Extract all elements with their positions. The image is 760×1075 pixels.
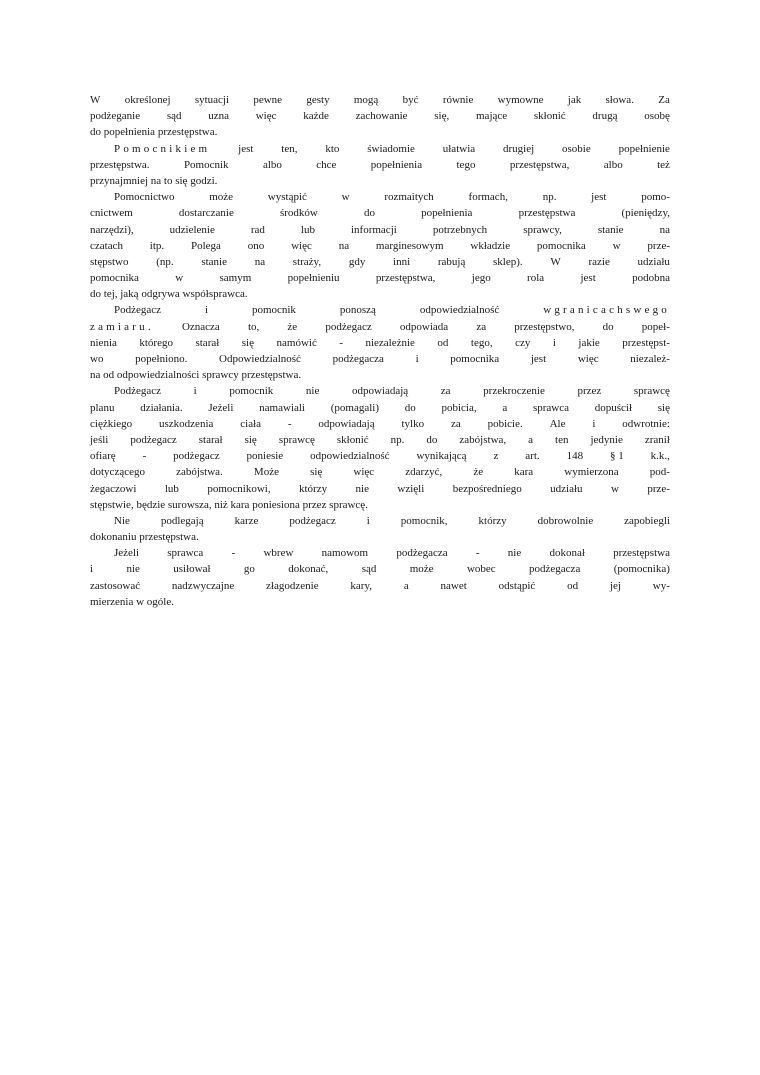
text-line xyxy=(90,270,670,286)
word: podżegacza xyxy=(396,547,448,560)
word: którego xyxy=(139,336,173,349)
word: którzy xyxy=(299,482,328,495)
word: jakie xyxy=(578,336,600,349)
text-line: do tej, jaką odgrywa współsprawca. xyxy=(90,288,248,301)
word: ten xyxy=(555,433,569,446)
word: ten, xyxy=(281,142,298,155)
word: Podżegacz xyxy=(114,385,162,398)
word: pobicia, xyxy=(441,401,477,414)
word: wymowne xyxy=(497,94,544,106)
word: wkładzie xyxy=(470,239,511,252)
word: a xyxy=(502,401,508,414)
word: określonej xyxy=(124,94,171,106)
word: przez xyxy=(577,385,602,398)
text-line xyxy=(90,141,670,157)
word: ofiarę xyxy=(90,450,116,463)
text-line xyxy=(90,92,670,108)
text-line: na od odpowiedzialności sprawcy przestępstwa. xyxy=(90,369,302,382)
word: Jeżeli xyxy=(114,547,140,560)
word: rabują xyxy=(437,255,466,268)
word: nie xyxy=(126,563,140,576)
word: tego xyxy=(456,158,476,171)
word: za xyxy=(476,320,487,333)
word: nawet xyxy=(440,579,467,592)
word: W xyxy=(550,255,561,268)
word: Ale xyxy=(549,417,566,430)
word: ciała xyxy=(240,417,262,430)
word: inni xyxy=(393,255,411,268)
word: - xyxy=(142,450,147,463)
word: wynikającą xyxy=(416,450,467,463)
word: w xyxy=(341,191,350,204)
word: każde xyxy=(303,110,329,123)
word: udzielenie xyxy=(169,223,215,236)
word: też xyxy=(657,158,670,171)
text-line xyxy=(90,578,670,594)
word: rozmaitych xyxy=(384,191,434,204)
word: 148 xyxy=(566,450,584,463)
word: pomocnika xyxy=(450,353,500,365)
word: mogą xyxy=(353,94,379,106)
word: podżegacz xyxy=(289,514,336,527)
word: § 1 xyxy=(610,450,624,463)
word: może xyxy=(209,191,234,204)
word: narzędzi), xyxy=(90,223,134,236)
word: uzna xyxy=(208,110,229,123)
text-line xyxy=(90,351,670,367)
word: go xyxy=(243,563,255,576)
word: informacji xyxy=(350,223,397,236)
word: stanie xyxy=(201,255,227,268)
word: np. xyxy=(390,433,405,446)
word: pomo- xyxy=(641,191,670,204)
word: podlegają xyxy=(160,514,204,527)
text-line xyxy=(90,335,670,351)
word: (pomocnika) xyxy=(613,563,670,576)
word: chce xyxy=(316,158,337,171)
word: żegaczowi xyxy=(90,482,137,495)
word: - xyxy=(339,336,343,349)
word: jest xyxy=(580,272,596,285)
text-line xyxy=(90,432,670,448)
word: potrzebnych xyxy=(432,223,488,236)
word: przestępstwa xyxy=(613,547,670,560)
word: zastosować xyxy=(90,579,141,592)
text-line: przynajmniej na to się godzi. xyxy=(90,174,218,187)
word: usiłował xyxy=(173,563,211,576)
word: Za xyxy=(658,94,670,106)
word: nie xyxy=(355,482,369,495)
word: podobna xyxy=(632,272,670,285)
word: przestępstwa xyxy=(518,207,576,220)
word: pewne xyxy=(253,94,283,106)
word: prze- xyxy=(647,482,670,495)
word: skłonić xyxy=(533,110,566,123)
word: a xyxy=(528,433,534,446)
word: popełniono. xyxy=(135,353,188,365)
word: zachowanie xyxy=(355,110,408,123)
text-line xyxy=(90,383,670,399)
word: do xyxy=(426,433,438,446)
word: ułatwia xyxy=(442,142,476,155)
word: jej xyxy=(609,579,621,592)
word: środków xyxy=(279,207,318,220)
word: dotyczącego xyxy=(90,466,145,479)
word: i xyxy=(415,353,419,365)
word: sprawcę xyxy=(633,385,670,398)
word: drugiej xyxy=(502,142,535,155)
word: - xyxy=(231,547,236,560)
word: sąd xyxy=(166,110,182,123)
word: w xyxy=(175,272,184,285)
word: stępstwo xyxy=(90,255,129,268)
document-body xyxy=(90,92,670,610)
word: na xyxy=(254,255,266,268)
word: cnictwem xyxy=(90,207,133,220)
word: sprawcę xyxy=(278,433,315,446)
word: na xyxy=(338,239,350,252)
word: pomocnika xyxy=(536,239,586,252)
text-line: dokonaniu przestępstwa. xyxy=(90,531,199,544)
word: (np. xyxy=(156,255,174,268)
word: (pieniędzy, xyxy=(621,207,670,220)
word: Pomocnik xyxy=(183,158,229,171)
word: dokonał xyxy=(549,547,585,560)
word: np. xyxy=(542,191,557,204)
word: nienia xyxy=(90,336,117,349)
word: udziału xyxy=(637,255,670,268)
word: i xyxy=(204,304,209,317)
word: się xyxy=(241,336,255,349)
word: do xyxy=(364,207,375,220)
text-line xyxy=(90,189,670,205)
word: ono xyxy=(247,239,265,252)
word: karze xyxy=(234,514,259,527)
word: wy- xyxy=(652,579,670,592)
word: niezależ- xyxy=(630,353,670,365)
word: art. xyxy=(525,450,540,463)
word: i xyxy=(366,514,370,527)
word: i xyxy=(193,385,197,398)
word: pobicie. xyxy=(487,417,523,430)
text-line xyxy=(90,400,670,416)
word: Pomocnikiem xyxy=(114,142,211,155)
word: zapobiegli xyxy=(624,514,670,527)
word: podżegacz xyxy=(325,320,372,333)
word: jeśli xyxy=(90,433,109,446)
word: osobie xyxy=(562,142,591,155)
word: itp. xyxy=(149,239,165,252)
word: wo xyxy=(90,353,104,365)
text-line xyxy=(90,319,670,335)
word: pomocnikowi, xyxy=(207,482,271,495)
word: ciężkiego xyxy=(90,417,133,430)
text-line xyxy=(90,561,670,577)
word: a xyxy=(403,579,409,592)
word: popełnienie xyxy=(618,142,670,155)
word: dobrowolnie xyxy=(537,514,594,527)
word: rad xyxy=(250,223,265,236)
text-line xyxy=(90,222,670,238)
word: za xyxy=(450,417,461,430)
word: bezpośredniego xyxy=(452,482,522,495)
word: dostarczanie xyxy=(178,207,234,220)
word: sklep). xyxy=(493,255,523,268)
word: czy xyxy=(515,336,531,349)
word: kary, xyxy=(350,579,372,592)
word: popełnienia xyxy=(370,158,423,171)
word: jego xyxy=(471,272,491,285)
word: nie xyxy=(507,547,522,560)
word: prze- xyxy=(647,239,670,252)
word: wymierzona xyxy=(564,466,619,479)
word: straży, xyxy=(292,255,322,268)
word: działania. xyxy=(140,401,183,414)
word: więc xyxy=(255,110,277,123)
word: lub xyxy=(300,223,315,236)
word: się, xyxy=(434,110,450,123)
word: formach, xyxy=(468,191,508,204)
word: się xyxy=(310,466,323,479)
word: jest xyxy=(530,353,547,365)
word: Oznacza xyxy=(181,320,220,333)
word: wobec xyxy=(466,563,496,576)
word: podżegacz xyxy=(130,433,177,446)
word: z xyxy=(493,450,499,463)
word: dopuścił xyxy=(594,401,633,414)
word: Jeżeli xyxy=(208,401,234,414)
word: Odpowiedzialność xyxy=(219,353,301,365)
word: sąd xyxy=(361,563,377,576)
word: marginesowym xyxy=(375,239,444,252)
word: pomocnik xyxy=(229,385,274,398)
word: że xyxy=(473,466,484,479)
word: przestępstwa, xyxy=(375,272,436,285)
word: podżeganie xyxy=(90,110,141,123)
word: to, xyxy=(247,320,260,333)
word: od xyxy=(437,336,449,349)
word: się xyxy=(244,433,257,446)
word: zabójstwa, xyxy=(459,433,507,446)
word: odpowiadają xyxy=(351,385,409,398)
word: którzy xyxy=(478,514,507,527)
word: i xyxy=(90,563,94,576)
word: starał xyxy=(198,433,223,446)
word: starał xyxy=(195,336,220,349)
word: równie xyxy=(442,94,474,106)
word: złagodzenie xyxy=(266,579,319,592)
word: pomocnik xyxy=(251,304,296,317)
word: że xyxy=(287,320,298,333)
text-line xyxy=(90,464,670,480)
word: wbrew xyxy=(263,547,294,560)
text-line xyxy=(90,302,670,318)
word: w xyxy=(610,482,619,495)
text-line xyxy=(90,108,670,124)
word: ponoszą xyxy=(339,304,376,317)
word: mające xyxy=(476,110,508,123)
word: uszkodzenia xyxy=(159,417,214,430)
text-line xyxy=(90,481,670,497)
word: zranił xyxy=(644,433,670,446)
word: odpowiedzialność xyxy=(310,450,390,463)
word: podżegacza xyxy=(332,353,384,365)
word: Pomocnictwo xyxy=(114,191,175,204)
word: i xyxy=(592,417,596,430)
word: odstąpić xyxy=(498,579,536,592)
word: podżegacza xyxy=(529,563,581,576)
word: się xyxy=(657,401,670,414)
text-line: do popełnienia przestępstwa. xyxy=(90,126,218,139)
word: w xyxy=(612,239,621,252)
text-line xyxy=(90,416,670,432)
word: być xyxy=(402,94,419,106)
word: skłonić xyxy=(336,433,369,446)
word: od xyxy=(567,579,579,592)
word: osobę xyxy=(644,110,670,123)
word: (pomagali) xyxy=(330,401,379,414)
text-line xyxy=(90,254,670,270)
word: namówić xyxy=(276,336,317,349)
word: niezależnie xyxy=(365,336,415,349)
word: więc xyxy=(577,353,599,365)
word: do xyxy=(404,401,416,414)
word: za xyxy=(440,385,451,398)
word: sprawca xyxy=(167,547,204,560)
word: popeł- xyxy=(641,320,670,333)
word: przestępstwa. xyxy=(90,158,150,171)
word: przekroczenie xyxy=(483,385,545,398)
word: odpowiada xyxy=(399,320,449,333)
word: odpowiedzialność xyxy=(419,304,500,317)
word: więc xyxy=(291,239,312,252)
word: jest xyxy=(238,142,254,155)
word: Polega xyxy=(191,239,221,252)
word: albo xyxy=(603,158,623,171)
word: pomocnik, xyxy=(400,514,448,527)
word: wgranicachswego xyxy=(543,304,670,317)
word: udziału xyxy=(550,482,583,495)
word: kara xyxy=(514,466,534,479)
word: nadzwyczajne xyxy=(171,579,235,592)
word: pomocnika xyxy=(90,272,139,285)
word: planu xyxy=(90,401,115,414)
text-line xyxy=(90,157,670,173)
word: jest xyxy=(591,191,607,204)
text-line xyxy=(90,205,670,221)
word: może xyxy=(409,563,434,576)
word: pod- xyxy=(649,466,670,479)
word: sprawcy, xyxy=(523,223,562,236)
word: popełnienia xyxy=(421,207,473,220)
word: k.k., xyxy=(650,450,670,463)
word: tego, xyxy=(470,336,493,349)
text-line xyxy=(90,513,670,529)
word: na xyxy=(659,223,670,236)
word: sytuacji xyxy=(194,94,230,106)
word: i xyxy=(552,336,556,349)
word: odpowiadają xyxy=(318,417,375,430)
text-line: stępstwie, będzie surowsza, niż kara poniesiona przez sprawcę. xyxy=(90,498,368,511)
word: sprawca xyxy=(532,401,569,414)
word: drugą xyxy=(592,110,618,123)
word: nie xyxy=(305,385,320,398)
word: więc xyxy=(353,466,375,479)
word: rola xyxy=(527,272,545,285)
word: czatach xyxy=(90,239,123,252)
word: W xyxy=(90,94,101,106)
word: przestępstwa, xyxy=(509,158,570,171)
word: namawiali xyxy=(259,401,305,414)
word: samym xyxy=(219,272,252,285)
word: słowa. xyxy=(605,94,634,106)
word: lub xyxy=(164,482,179,495)
word: Podżegacz xyxy=(114,304,162,317)
word: zamiaru. xyxy=(90,320,154,333)
word: odwrotnie: xyxy=(622,417,670,430)
word: albo xyxy=(262,158,282,171)
word: dokonać, xyxy=(288,563,329,576)
word: razie xyxy=(588,255,610,268)
word: - xyxy=(287,417,292,430)
word: tylko xyxy=(401,417,425,430)
word: jedynie xyxy=(590,433,623,446)
word: gesty xyxy=(306,94,330,106)
word: świadomie xyxy=(367,142,415,155)
word: wzięli xyxy=(397,482,425,495)
text-line: mierzenia w ogóle. xyxy=(90,595,174,608)
word: kto xyxy=(325,142,340,155)
word: jak xyxy=(567,94,582,106)
word: wystąpić xyxy=(267,191,307,204)
text-line xyxy=(90,448,670,464)
word: podżegacz xyxy=(173,450,220,463)
word: do xyxy=(602,320,614,333)
text-line xyxy=(90,238,670,254)
word: zdarzyć, xyxy=(405,466,443,479)
word: namowom xyxy=(321,547,369,560)
word: stanie xyxy=(597,223,624,236)
word: zabójstwa. xyxy=(176,466,223,479)
word: przestępstwo, xyxy=(514,320,575,333)
word: gdy xyxy=(348,255,366,268)
word: popełnieniu xyxy=(287,272,340,285)
word: Nie xyxy=(114,514,130,527)
word: Może xyxy=(253,466,279,479)
word: przestępst- xyxy=(622,336,670,349)
text-line xyxy=(90,545,670,561)
word: poniesie xyxy=(246,450,284,463)
word: - xyxy=(475,547,480,560)
